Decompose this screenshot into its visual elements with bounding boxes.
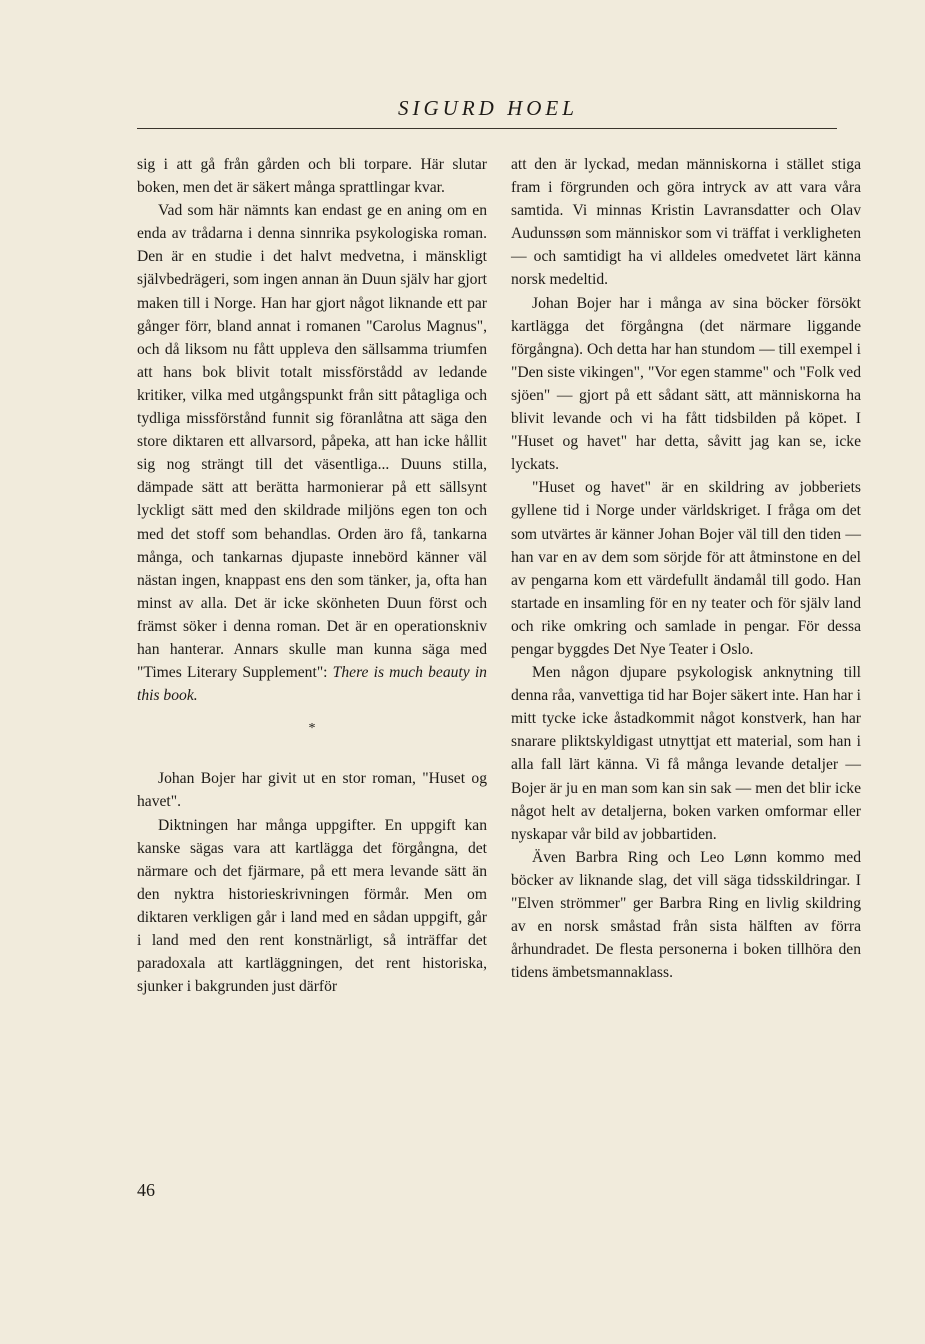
paragraph: Diktningen har många uppgifter. En uppgift kan kanske sägas vara att kartlägga det förgångna, det närmare och det fjärmare, på ett mera levande sätt än den nyktra historieskrivningen förmår. Men om diktaren verkligen går i land med en sådan uppgift, går i land med den rent konstnärligt, så inträffar det paradoxala att kartläggningen, det rent historiska, sjunker i bakgrunden just därför: [137, 816, 487, 996]
left-column: [137, 153, 487, 998]
page-number: 46: [137, 1180, 155, 1200]
paragraph: sig i att gå från gården och bli torpare. Här slutar boken, men det är säkert många sprattlingar kvar.: [137, 156, 487, 197]
paragraph-text: Vad som här nämnts kan endast ge en aning om en enda av trådarna i denna sinnrika psykologiska roman. Den är en studie i det halvt medvetna, i mänskligt självbedrägeri, som ingen annan än Duun själv har gjort maken till i Norge. Han har gjort något liknande ett par gånger förr, bland annat i romanen "Carolus Magnus", och då liksom nu fått uppleva den sällsamma triumfen att hans bok blivit totalt missförstådd av ledande kritiker, vilka med utgångspunkt från sitt påtagliga och tydliga missförstånd funnit sig föranlåtna att säga den store diktaren ett allvarsord, påpeka, att han icke hållit sig nog strängt till det väsentliga... Duuns stilla, dämpade sätt att berätta harmonierar på ett sällsynt lyckligt sätt med den skildrade miljöns egen ton och med det stoff som behandlas. Orden äro få, tankarna många, och tankarnas djupaste innebörd känner väl nästan ingen, knappast ens den som tänker, ja, ofta han minst av alla. Det är icke skönheten Duun först och främst söker i denna roman. Det är en operationskniv han hanterar. Annars skulle man kunna säga med "Times Literary Supplement":: [137, 202, 487, 682]
section-separator: *: [308, 721, 316, 737]
right-column: [511, 153, 861, 984]
paragraph: Johan Bojer har givit ut en stor roman, "Huset og havet".: [137, 770, 487, 811]
paragraph: Men någon djupare psykologisk anknytning till denna råa, vanvettiga tid har Bojer säkert inte. Han har i mitt tycke icke åstadkommit något konstverk, han har snarare pliktskyldigast utnyttjat ett material, som han i alla fall lärt känna. Vi få många levande detaljer — Bojer är ju en man som kan sin sak — men det blir icke något helt av detaljerna, boken varken omformar eller nyskapar vår bild av jobbartiden.: [511, 664, 861, 843]
italic-quote: There is much beauty in this book.: [137, 664, 487, 705]
paragraph: Även Barbra Ring och Leo Lønn kommo med böcker av liknande slag, det vill säga tidsskildringar. I "Elven strömmer" ger Barbra Ring en livlig skildring av en norsk småstad från sista hälften av förra århundradet. De flesta personerna i boken tillhöra den tidens ämbetsmannaklass.: [511, 848, 861, 982]
paragraph: "Huset og havet" är en skildring av jobberiets gyllene tid i Norge under världskriget. I fråga om det som utvärtes är känner Johan Bojer väl till den tiden — han var en av dem som sörjde för att åtminstone en del av pengarna kom ett värdefullt ändamål till godo. Han startade en insamling för en ny teater och för själv land och rike omkring och samlade in pengar. För dessa pengar byggdes Det Nye Teater i Oslo.: [511, 479, 861, 658]
paragraph: att den är lyckad, medan människorna i stället stiga fram i förgrunden och göra intryck av att vara våra samtida. Vi minnas Kristin Lavransdatter och Olav Audunssøn som människor som vi träffat i verkligheten — och samtidigt ha vi alldeles omedvetet lärt känna norsk medeltid.: [511, 156, 861, 289]
running-head: SIGURD HOEL: [398, 96, 578, 120]
paragraph: [137, 199, 487, 707]
paragraph: Johan Bojer har i många av sina böcker försökt kartlägga det förgångna (det närmare liggande förgångna). Och detta har han stundom — till exempel i "Den siste vikingen", "Vor egen stamme" och "Folk ved sjöen" — gjort på ett sådant sätt, att människorna ha blivit levande och vi ha fått tidsbilden på köpet. I "Huset og havet" har detta, såvitt jag kan se, icke lyckats.: [511, 294, 861, 474]
header-rule: [137, 128, 837, 129]
